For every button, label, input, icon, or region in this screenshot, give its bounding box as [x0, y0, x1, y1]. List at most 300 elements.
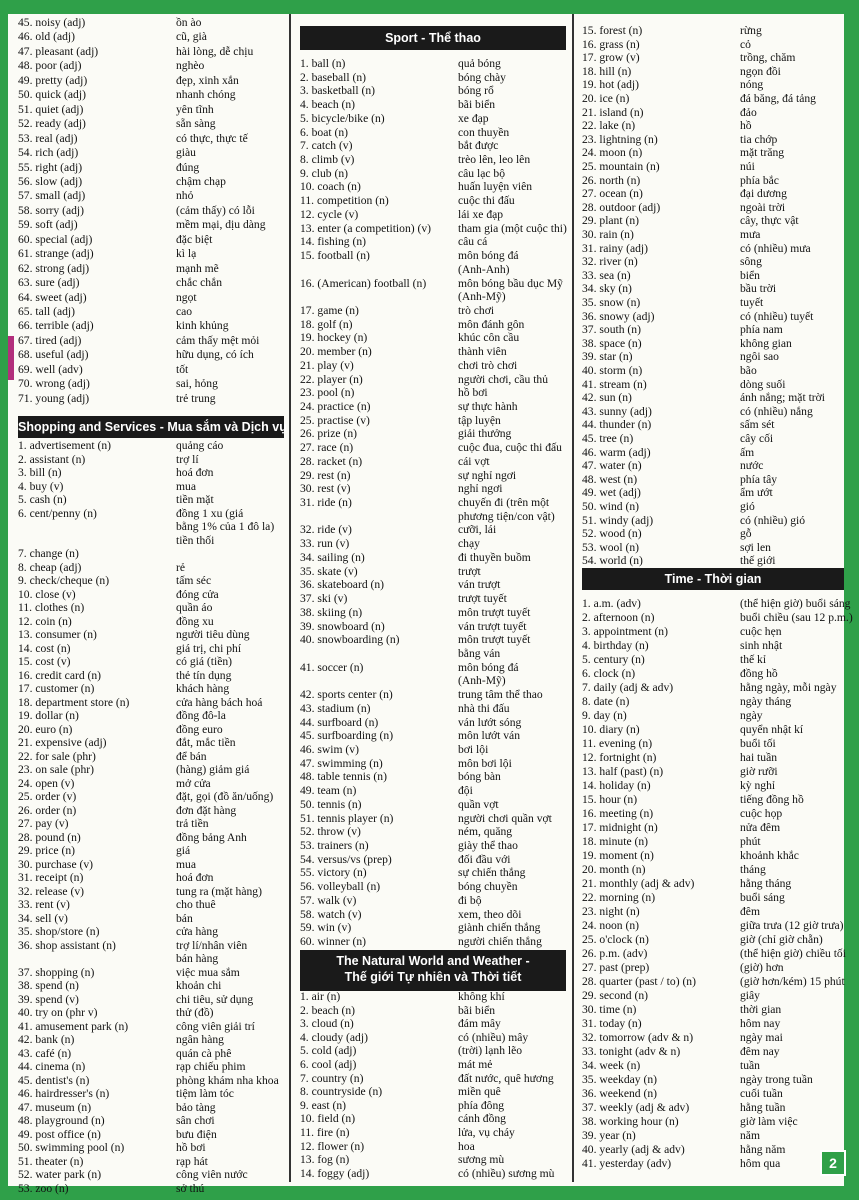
vietnamese-meaning: cưỡi, lái: [458, 523, 497, 537]
vietnamese-meaning: thời gian: [740, 1003, 782, 1016]
english-term: 10. coach (n): [300, 180, 361, 194]
vietnamese-meaning: bãi biển: [458, 98, 496, 112]
english-term: 53. wool (n): [582, 540, 639, 554]
english-term: 27. ocean (n): [582, 187, 643, 201]
english-term: 20. euro (n): [18, 722, 73, 736]
english-term: 29. second (n): [582, 989, 649, 1002]
english-term: 41. soccer (n): [300, 660, 364, 674]
english-term: 6. clock (n): [582, 667, 636, 680]
vietnamese-meaning: đồng 1 xu (giá: [176, 506, 244, 520]
vietnamese-meaning: cửa hàng bách hoá: [176, 695, 263, 709]
vietnamese-meaning: phía đông: [458, 1098, 505, 1112]
english-term: 48. table tennis (n): [300, 770, 387, 784]
vietnamese-meaning: cuối tuần: [740, 1087, 783, 1100]
english-term: 2. baseball (n): [300, 70, 366, 84]
vietnamese-meaning: đặc biệt: [176, 232, 213, 246]
vietnamese-meaning: trợ lí/nhân viên: [176, 938, 248, 952]
english-term: 13. consumer (n): [18, 628, 97, 641]
vietnamese-meaning: trồng, chăm: [740, 51, 796, 65]
english-term: 1. ball (n): [300, 57, 346, 70]
english-term: 51. tennis player (n): [300, 811, 394, 825]
english-term: 39. spend (v): [18, 992, 79, 1006]
english-term: 12. cycle (v): [300, 207, 359, 221]
english-term: 45. tree (n): [582, 432, 634, 445]
vietnamese-meaning: (Anh-Mỹ): [458, 290, 506, 304]
vietnamese-meaning: mở cửa: [176, 776, 211, 790]
vietnamese-meaning: ván trượt: [458, 578, 501, 592]
english-term: 23. night (n): [582, 905, 640, 918]
vietnamese-meaning: đêm nay: [740, 1045, 780, 1058]
english-term: 34. sell (v): [18, 911, 68, 925]
english-term: 33. tonight (adv & n): [582, 1045, 681, 1058]
vietnamese-meaning: cuộc thi đấu: [458, 194, 515, 208]
english-term: 5. cash (n): [18, 493, 67, 506]
vietnamese-meaning: phòng khám nha khoa: [176, 1073, 279, 1087]
english-term: 53. zoo (n): [18, 1181, 69, 1195]
english-term: 16. (American) football (n): [300, 276, 427, 290]
vietnamese-meaning: hai tuần: [740, 751, 778, 764]
vietnamese-meaning: cuộc hẹn: [740, 625, 782, 638]
english-term: 35. shop/store (n): [18, 925, 100, 938]
vietnamese-meaning: hài lòng, dễ chịu: [176, 44, 254, 58]
english-term: 21. monthly (adj & adv): [582, 877, 695, 890]
vietnamese-meaning: nóng: [740, 78, 764, 92]
english-term: 42. sports center (n): [300, 688, 393, 702]
english-term: 22. player (n): [300, 372, 363, 386]
english-term: 40. storm (n): [582, 364, 643, 377]
english-term: 27. past (prep): [582, 961, 650, 974]
vietnamese-meaning: yên tĩnh: [176, 102, 214, 116]
vietnamese-meaning: thử (đồ): [176, 1006, 214, 1019]
english-term: 52. water park (n): [18, 1168, 102, 1181]
vietnamese-meaning: tuần: [740, 1059, 760, 1072]
vietnamese-meaning: bãi biển: [458, 1003, 496, 1017]
english-term: 39. year (n): [582, 1129, 636, 1142]
nature-section-header: [300, 950, 566, 991]
vietnamese-meaning: hằng tháng: [740, 877, 792, 890]
english-term: 58. sorry (adj): [18, 203, 85, 217]
vietnamese-meaning: cảm thấy mệt mỏi: [176, 333, 260, 347]
english-term: 46. warm (adj): [582, 445, 651, 459]
vietnamese-meaning: nhanh chóng: [176, 88, 236, 102]
vietnamese-meaning: rẻ: [176, 560, 186, 574]
vietnamese-meaning: sự chiến thắng: [458, 866, 526, 880]
english-term: 37. shopping (n): [18, 965, 95, 979]
english-term: 41. stream (n): [582, 377, 647, 391]
english-term: 41. yesterday (adv): [582, 1157, 672, 1170]
vietnamese-meaning: con thuyền: [458, 125, 510, 139]
vietnamese-meaning: ồn ào: [176, 16, 202, 29]
vietnamese-meaning: hoá đơn: [176, 466, 214, 479]
vietnamese-meaning: bằng ván: [458, 646, 501, 660]
vietnamese-meaning: khách hàng: [176, 682, 230, 695]
vietnamese-meaning: đảo: [740, 105, 757, 119]
vietnamese-meaning: cái vợt: [458, 454, 490, 468]
english-term: 65. tall (adj): [18, 305, 75, 318]
vietnamese-meaning: quán cà phê: [176, 1046, 232, 1060]
vietnamese-meaning: ngọn đồi: [740, 64, 781, 78]
english-term: 36. skateboard (n): [300, 578, 385, 592]
english-term: 44. thunder (n): [582, 418, 652, 432]
vietnamese-meaning: bắt được: [458, 139, 499, 153]
vietnamese-meaning: giải thưởng: [458, 427, 512, 441]
vietnamese-meaning: công viên nước: [176, 1168, 248, 1181]
vietnamese-meaning: buổi tối: [740, 737, 776, 750]
vietnamese-meaning: đồng hồ: [740, 667, 778, 680]
english-term: 13. half (past) (n): [582, 765, 664, 778]
english-term: 17. midnight (n): [582, 821, 658, 834]
english-term: 32. tomorrow (adv & n): [582, 1031, 694, 1044]
english-term: 52. throw (v): [300, 825, 361, 839]
english-term: 47. water (n): [582, 459, 642, 473]
english-term: 35. snow (n): [582, 296, 641, 309]
english-term: 41. amusement park (n): [18, 1019, 129, 1033]
vietnamese-meaning: (thể hiện giờ) buổi sáng: [740, 597, 851, 610]
english-term: 60. winner (n): [300, 935, 367, 949]
vietnamese-meaning: chi tiêu, sử dụng: [176, 992, 254, 1006]
english-term: 29. rest (n): [300, 468, 351, 482]
english-term: 18. golf (n): [300, 317, 353, 331]
vietnamese-meaning: đóng cửa: [176, 587, 219, 601]
vietnamese-meaning: gió: [740, 500, 755, 513]
english-term: 49. pretty (adj): [18, 73, 88, 87]
english-term: 28. quarter (past / to) (n): [582, 975, 696, 988]
vietnamese-meaning: khoản chi: [176, 979, 222, 992]
english-term: 37. ski (v): [300, 592, 348, 606]
english-term: 35. weekday (n): [582, 1073, 658, 1086]
english-term: 40. yearly (adj & adv): [582, 1143, 685, 1156]
english-term: 47. pleasant (adj): [18, 44, 99, 58]
english-term: 17. game (n): [300, 303, 359, 317]
english-term: 10. close (v): [18, 587, 76, 601]
vietnamese-meaning: sai, hỏng: [176, 377, 218, 391]
vietnamese-meaning: cuộc đua, cuộc thi đấu: [458, 441, 562, 455]
vietnamese-meaning: (giờ hơn/kém) 15 phút: [740, 975, 845, 988]
vietnamese-meaning: nước: [740, 459, 764, 473]
english-term: 3. appointment (n): [582, 625, 668, 638]
vietnamese-meaning: có giá (tiền): [176, 655, 233, 668]
vietnamese-meaning: quần vợt: [458, 797, 499, 811]
vietnamese-meaning: có (nhiều) gió: [740, 513, 806, 527]
english-term: 24. practice (n): [300, 400, 371, 413]
english-term: 34. sky (n): [582, 282, 632, 296]
english-term: 48. playground (n): [18, 1114, 105, 1127]
vietnamese-meaning: phương tiện/con vật): [458, 509, 555, 523]
vietnamese-meaning: ấm: [740, 445, 755, 459]
vietnamese-meaning: buổi sáng: [740, 891, 785, 904]
english-term: 40. try on (phr v): [18, 1006, 98, 1019]
english-term: 4. beach (n): [300, 98, 356, 112]
vietnamese-meaning: mềm mại, dịu dàng: [176, 218, 266, 232]
vietnamese-meaning: hằng tuần: [740, 1101, 786, 1114]
vietnamese-meaning: ngày trong tuần: [740, 1073, 813, 1086]
english-term: 6. boat (n): [300, 125, 348, 139]
english-term: 2. assistant (n): [18, 452, 86, 466]
vietnamese-meaning: thế kỉ: [740, 653, 767, 666]
vietnamese-meaning: trợ lí: [176, 452, 199, 466]
english-term: 11. clothes (n): [18, 601, 85, 614]
english-term: 3. basketball (n): [300, 84, 376, 98]
vietnamese-meaning: bão: [740, 364, 757, 377]
vietnamese-meaning: giây: [740, 989, 760, 1002]
english-term: 12. fortnight (n): [582, 751, 657, 764]
english-term: 8. climb (v): [300, 153, 355, 167]
english-term: 15. cost (v): [18, 655, 71, 668]
vietnamese-meaning: đá băng, đá tảng: [740, 92, 816, 105]
english-term: 33. run (v): [300, 537, 350, 551]
vietnamese-meaning: (trời) lạnh lẽo: [458, 1044, 523, 1058]
vietnamese-meaning: người chiến thắng: [458, 935, 542, 949]
english-term: 12. coin (n): [18, 614, 72, 628]
english-term: 38. skiing (n): [300, 605, 363, 619]
vietnamese-meaning: tung ra (mặt hàng): [176, 884, 262, 898]
english-term: 69. well (adv): [18, 362, 83, 376]
english-term: 14. cost (n): [18, 641, 71, 655]
english-term: 3. cloud (n): [300, 1017, 354, 1031]
vietnamese-meaning: quần áo: [176, 601, 213, 614]
vietnamese-meaning: không khí: [458, 990, 505, 1003]
vietnamese-meaning: hoá đơn: [176, 871, 214, 884]
english-term: 57. small (adj): [18, 189, 86, 203]
vietnamese-meaning: đẹp, xinh xắn: [176, 73, 239, 87]
vocabulary-page: [8, 14, 853, 1195]
english-term: 26. prize (n): [300, 427, 357, 441]
english-term: 55. right (adj): [18, 160, 83, 174]
english-term: 6. cent/penny (n): [18, 506, 97, 520]
english-term: 37. weekly (adj & adv): [582, 1101, 690, 1114]
vietnamese-meaning: trượt tuyết: [458, 592, 507, 606]
vietnamese-meaning: ngày: [740, 709, 763, 722]
english-term: 52. wood (n): [582, 527, 642, 541]
english-term: 25. order (v): [18, 790, 77, 803]
english-term: 53. real (adj): [18, 131, 78, 145]
english-term: 31. receipt (n): [18, 871, 84, 884]
english-term: 64. sweet (adj): [18, 290, 87, 304]
vietnamese-meaning: quả bóng: [458, 57, 501, 70]
english-term: 6. cool (adj): [300, 1058, 357, 1071]
vietnamese-meaning: nửa đêm: [740, 821, 781, 834]
vietnamese-meaning: người chơi, cầu thủ: [458, 372, 549, 386]
english-term: 4. cloudy (adj): [300, 1030, 368, 1044]
english-term: 50. tennis (n): [300, 797, 362, 811]
vietnamese-meaning: giờ rưỡi: [740, 765, 778, 778]
english-term: 30. rain (n): [582, 228, 634, 241]
english-term: 19. moment (n): [582, 849, 654, 862]
vietnamese-meaning: sở thú: [176, 1181, 205, 1195]
vietnamese-meaning: ngân hàng: [176, 1033, 224, 1046]
vietnamese-meaning: hằng năm: [740, 1143, 786, 1156]
vietnamese-meaning: công viên giải trí: [176, 1019, 255, 1033]
vietnamese-meaning: giữa trưa (12 giờ trưa): [740, 919, 844, 932]
vietnamese-meaning: (cảm thấy) có lỗi: [176, 203, 255, 217]
vietnamese-meaning: rạp hát: [176, 1154, 208, 1168]
english-term: 53. trainers (n): [300, 839, 369, 853]
english-term: 1. air (n): [300, 990, 341, 1003]
vietnamese-meaning: bán hàng: [176, 952, 219, 965]
english-term: 44. cinema (n): [18, 1060, 86, 1073]
english-term: 20. ice (n): [582, 92, 630, 105]
vietnamese-meaning: sẵn sàng: [176, 117, 216, 131]
english-term: 29. plant (n): [582, 214, 639, 228]
english-term: 7. catch (v): [300, 139, 353, 153]
english-term: 60. special (adj): [18, 232, 93, 246]
english-term: 21. play (v): [300, 358, 354, 372]
english-term: 22. for sale (phr): [18, 749, 96, 763]
vietnamese-meaning: ẩm ướt: [740, 486, 773, 500]
vietnamese-meaning: người chơi quần vợt: [458, 811, 552, 825]
english-term: 44. surfboard (n): [300, 715, 379, 729]
english-term: 45. noisy (adj): [18, 16, 86, 29]
vietnamese-meaning: lái xe đạp: [458, 207, 504, 221]
english-term: 16. meeting (n): [582, 807, 654, 820]
english-term: 24. moon (n): [582, 146, 643, 160]
english-term: 39. snowboard (n): [300, 619, 385, 633]
english-term: 67. tired (adj): [18, 333, 82, 347]
vietnamese-meaning: giành chiến thắng: [458, 921, 541, 935]
vietnamese-meaning: khoảnh khắc: [740, 849, 799, 862]
english-term: 7. change (n): [18, 547, 79, 560]
vietnamese-meaning: chạy: [458, 537, 480, 551]
vietnamese-meaning: giờ làm việc: [740, 1115, 798, 1128]
english-term: 62. strong (adj): [18, 261, 90, 275]
english-term: 18. department store (n): [18, 695, 130, 709]
english-term: 68. useful (adj): [18, 348, 89, 362]
english-term: 47. museum (n): [18, 1100, 92, 1114]
vietnamese-meaning: đất nước, quê hương: [458, 1071, 554, 1085]
english-term: 15. forest (n): [582, 24, 643, 37]
vietnamese-meaning: cao: [176, 305, 193, 318]
english-term: 1. advertisement (n): [18, 439, 112, 452]
vietnamese-meaning: khúc côn cầu: [458, 331, 520, 345]
english-term: 66. terrible (adj): [18, 319, 94, 333]
english-term: 54. versus/vs (prep): [300, 852, 392, 866]
vietnamese-meaning: trò chơi: [458, 303, 495, 317]
english-term: 36. weekend (n): [582, 1087, 658, 1100]
page-edge-marker: [8, 336, 14, 380]
vietnamese-meaning: trẻ trung: [176, 391, 216, 405]
vietnamese-meaning: ngôi sao: [740, 350, 779, 364]
english-term: 11. evening (n): [582, 737, 653, 750]
vietnamese-meaning: đại dương: [740, 187, 787, 201]
vietnamese-meaning: cỏ: [740, 37, 751, 51]
english-term: 36. snowy (adj): [582, 309, 655, 323]
vietnamese-meaning: bầu trời: [740, 282, 777, 296]
vietnamese-meaning: để bán: [176, 749, 207, 763]
vietnamese-meaning: đặt, gọi (đồ ăn/uống): [176, 790, 274, 803]
english-term: 28. outdoor (adj): [582, 200, 661, 214]
english-term: 34. week (n): [582, 1059, 641, 1072]
vietnamese-meaning: (thể hiện giờ) chiều tối: [740, 947, 846, 960]
vietnamese-meaning: môn lướt ván: [458, 729, 521, 743]
shopping-section-header: [18, 416, 287, 438]
vietnamese-meaning: mạnh mẽ: [176, 261, 219, 275]
vietnamese-meaning: sinh nhật: [740, 639, 783, 652]
vietnamese-meaning: rạp chiếu phim: [176, 1060, 246, 1073]
english-term: 17. grow (v): [582, 51, 640, 65]
english-term: 31. today (n): [582, 1017, 642, 1030]
vietnamese-meaning: gỗ: [740, 527, 752, 541]
column-divider-right: [572, 14, 574, 1182]
vietnamese-meaning: đúng: [176, 160, 200, 174]
english-term: 2. beach (n): [300, 1003, 356, 1017]
english-term: 5. bicycle/bike (n): [300, 111, 385, 125]
english-term: 52. ready (adj): [18, 117, 86, 131]
vietnamese-meaning: nhỏ: [176, 189, 194, 203]
vietnamese-meaning: đồng euro: [176, 722, 223, 736]
vietnamese-meaning: bơi lội: [458, 743, 489, 756]
vietnamese-meaning: bằng 1% của 1 đô la): [176, 520, 275, 533]
vietnamese-meaning: giàu: [176, 146, 196, 160]
english-term: 24. noon (n): [582, 919, 639, 932]
english-term: 55. victory (n): [300, 866, 367, 880]
vietnamese-meaning: quyển nhật kí: [740, 723, 804, 736]
english-term: 51. windy (adj): [582, 513, 654, 527]
vietnamese-meaning: huấn luyện viên: [458, 180, 533, 194]
english-term: 34. sailing (n): [300, 550, 365, 564]
vietnamese-meaning: có (nhiều) sương mù: [458, 1166, 555, 1180]
page-number-badge: 2: [820, 1150, 846, 1176]
english-term: 7. country (n): [300, 1071, 364, 1085]
english-term: 9. east (n): [300, 1098, 347, 1112]
vietnamese-meaning: mua: [176, 479, 196, 493]
vietnamese-meaning: cây cối: [740, 432, 774, 445]
vietnamese-meaning: hằng ngày, mỗi ngày: [740, 681, 837, 694]
english-term: 29. price (n): [18, 844, 75, 857]
vietnamese-meaning: nghỉ ngơi: [458, 482, 503, 496]
vietnamese-meaning: đối đầu với: [458, 852, 511, 866]
english-term: 1. a.m. (adv): [582, 597, 641, 610]
vietnamese-meaning: trượt: [458, 564, 481, 578]
vietnamese-meaning: môn bóng bầu dục Mỹ: [458, 276, 563, 290]
english-term: 45. dentist's (n): [18, 1073, 90, 1087]
vietnamese-meaning: thành viên: [458, 345, 507, 359]
english-term: 23. on sale (phr): [18, 763, 94, 776]
english-term: 2. afternoon (n): [582, 611, 655, 624]
english-term: 42. bank (n): [18, 1033, 75, 1046]
vietnamese-meaning: phía bắc: [740, 173, 779, 187]
vietnamese-meaning: ngày tháng: [740, 695, 792, 708]
sport-section-header: [300, 26, 566, 50]
english-term: 54. rich (adj): [18, 146, 79, 160]
english-term: 49. team (n): [300, 784, 357, 798]
english-term: 27. pay (v): [18, 817, 69, 830]
vietnamese-meaning: hồ bơi: [458, 386, 488, 400]
english-term: 14. fishing (n): [300, 235, 367, 249]
english-term: 5. cold (adj): [300, 1044, 357, 1058]
english-term: 9. check/cheque (n): [18, 574, 110, 587]
vietnamese-meaning: giá trị, chi phí: [176, 641, 242, 655]
sport-section-title: Sport - Thể thao: [385, 31, 481, 45]
english-term: 40. snowboarding (n): [300, 633, 400, 647]
vietnamese-meaning: phía nam: [740, 323, 783, 337]
english-term: 31. ride (n): [300, 496, 352, 510]
vietnamese-meaning: có thực, thực tế: [176, 131, 248, 145]
vietnamese-meaning: đắt, mắc tiền: [176, 736, 236, 749]
english-term: 15. football (n): [300, 249, 370, 263]
english-term: 23. pool (n): [300, 386, 355, 400]
vietnamese-meaning: tham gia (một cuộc thi): [458, 221, 567, 235]
vietnamese-meaning: môn bóng đá: [458, 660, 519, 674]
english-term: 19. hockey (n): [300, 331, 368, 345]
vietnamese-meaning: đám mây: [458, 1017, 501, 1031]
english-term: 43. sunny (adj): [582, 404, 652, 418]
vietnamese-meaning: ván trượt tuyết: [458, 619, 527, 633]
english-term: 38. space (n): [582, 336, 642, 350]
english-term: 37. south (n): [582, 323, 641, 337]
vietnamese-meaning: ngoài trời: [740, 200, 786, 214]
english-term: 38. spend (n): [18, 979, 79, 992]
vietnamese-meaning: phía tây: [740, 472, 778, 486]
